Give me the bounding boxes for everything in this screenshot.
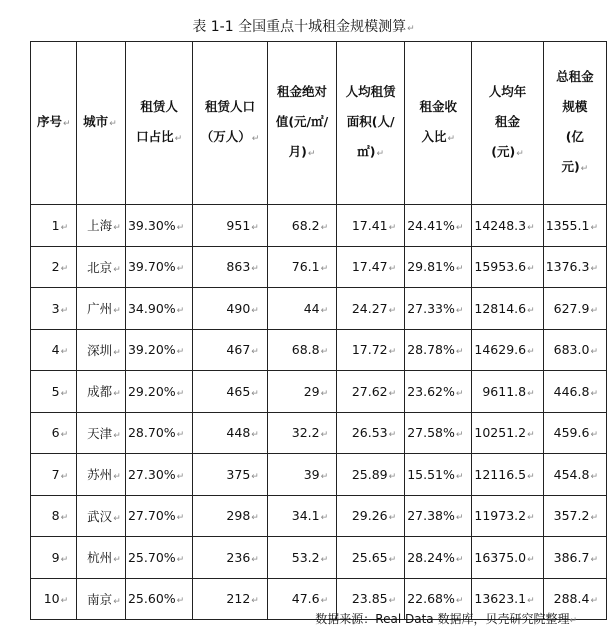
paragraph-mark-icon: ↵ xyxy=(527,554,535,565)
paragraph-mark-icon: ↵ xyxy=(113,596,121,607)
cell-value: 23.85 xyxy=(351,591,388,607)
cell-value: 10251.2 xyxy=(474,425,527,441)
cell-annual-rent-per-capita xyxy=(472,246,543,288)
paragraph-mark-icon: ↵ xyxy=(251,554,259,565)
cell-value: 465 xyxy=(226,383,251,399)
cell-value: 11973.2 xyxy=(474,508,527,524)
cell-value: 76.1 xyxy=(291,259,320,275)
header-cell-rent-value: 租金绝对 值(元/㎡/ 月)↵ xyxy=(267,42,336,205)
cell-value: 683.0 xyxy=(553,342,590,358)
cell-value: 357.2 xyxy=(553,508,590,524)
cell-rent-value xyxy=(267,288,336,330)
cell-value: 12814.6 xyxy=(474,300,527,316)
cell-value: 53.2 xyxy=(291,549,320,565)
cell-total-rent-scale xyxy=(543,205,606,247)
cell-value: 13623.1 xyxy=(474,591,527,607)
cell-value: 212 xyxy=(226,591,251,607)
paragraph-mark-icon: ↵ xyxy=(251,513,259,524)
paragraph-mark-icon: ↵ xyxy=(113,513,121,524)
paragraph-mark-icon: ↵ xyxy=(455,264,464,275)
cell-annual-rent-per-capita xyxy=(472,412,543,454)
paragraph-mark-icon: ↵ xyxy=(590,264,598,275)
cell-renter-ratio xyxy=(125,578,192,620)
cell-renter-population xyxy=(193,578,268,620)
cell-value: 28.70% xyxy=(127,425,176,441)
cell-city xyxy=(77,288,126,330)
paragraph-mark-icon: ↵ xyxy=(320,222,329,233)
table-row xyxy=(31,454,607,496)
paragraph-mark-icon: ↵ xyxy=(527,305,535,316)
cell-renter-population xyxy=(193,288,268,330)
cell-annual-rent-per-capita xyxy=(472,329,543,371)
cell-value: 34.1 xyxy=(291,508,320,524)
paragraph-mark-icon: ↵ xyxy=(455,430,464,441)
paragraph-mark-icon: ↵ xyxy=(113,306,121,317)
cell-city xyxy=(77,246,126,288)
cell-renter-population xyxy=(193,329,268,371)
cell-rent-value xyxy=(267,246,336,288)
cell-rent-income-ratio xyxy=(405,246,472,288)
cell-city xyxy=(77,454,126,496)
paragraph-mark-icon: ↵ xyxy=(60,305,69,316)
cell-index xyxy=(31,537,77,579)
cell-rent-income-ratio xyxy=(405,329,472,371)
paragraph-mark-icon: ↵ xyxy=(113,389,121,400)
cell-value: 27.62 xyxy=(351,383,388,399)
paragraph-mark-icon: ↵ xyxy=(590,554,598,565)
cell-value: 1 xyxy=(51,217,60,233)
cell-value: 27.58% xyxy=(407,425,455,441)
cell-rent-income-ratio xyxy=(405,205,472,247)
cell-index xyxy=(31,578,77,620)
cell-value: 2 xyxy=(51,259,60,275)
cell-value: 14248.3 xyxy=(474,217,527,233)
paragraph-mark-icon: ↵ xyxy=(320,471,329,482)
paragraph-mark-icon: ↵ xyxy=(113,472,121,483)
cell-value: 39.30% xyxy=(127,217,176,233)
paragraph-mark-icon: ↵ xyxy=(320,430,329,441)
cell-annual-rent-per-capita xyxy=(472,371,543,413)
cell-value: 27.38% xyxy=(407,508,455,524)
cell-renter-ratio xyxy=(125,537,192,579)
cell-renter-ratio xyxy=(125,454,192,496)
header-cell-city: 城市↵ xyxy=(77,42,126,205)
cell-value: 武汉 xyxy=(87,508,113,524)
cell-value: 386.7 xyxy=(553,549,590,565)
paragraph-mark-icon: ↵ xyxy=(590,513,598,524)
cell-value: 298 xyxy=(226,508,251,524)
paragraph-mark-icon: ↵ xyxy=(320,513,329,524)
paragraph-mark-icon: ↵ xyxy=(60,264,69,275)
cell-value: 17.41 xyxy=(351,217,388,233)
cell-value: 27.70% xyxy=(127,508,176,524)
cell-area-per-capita xyxy=(337,537,405,579)
cell-rent-value xyxy=(267,495,336,537)
paragraph-mark-icon: ↵ xyxy=(113,264,121,275)
paragraph-mark-icon: ↵ xyxy=(251,388,259,399)
cell-annual-rent-per-capita xyxy=(472,454,543,496)
paragraph-mark-icon: ↵ xyxy=(320,264,329,275)
cell-value: 68.2 xyxy=(291,217,320,233)
paragraph-mark-icon: ↵ xyxy=(60,554,69,565)
cell-value: 北京 xyxy=(87,259,113,275)
cell-value: 4 xyxy=(51,342,60,358)
table-title xyxy=(0,16,607,36)
cell-value: 28.78% xyxy=(407,342,455,358)
paragraph-mark-icon: ↵ xyxy=(113,555,121,566)
cell-index xyxy=(31,205,77,247)
cell-city xyxy=(77,371,126,413)
cell-value: 3 xyxy=(51,300,60,316)
cell-index xyxy=(31,329,77,371)
paragraph-mark-icon: ↵ xyxy=(60,513,69,524)
cell-value: 1376.3 xyxy=(545,259,590,275)
cell-value: 375 xyxy=(226,466,251,482)
cell-renter-ratio xyxy=(125,371,192,413)
table-row xyxy=(31,412,607,454)
paragraph-mark-icon: ↵ xyxy=(176,388,185,399)
cell-total-rent-scale xyxy=(543,371,606,413)
header-cell-total-rent-scale: 总租金 规模 (亿 元)↵ xyxy=(543,42,606,205)
cell-value: 广州 xyxy=(87,301,113,317)
paragraph-mark-icon: ↵ xyxy=(320,305,329,316)
cell-value: 47.6 xyxy=(291,591,320,607)
cell-annual-rent-per-capita xyxy=(472,537,543,579)
header-cell-annual-rent-per-capita: 人均年 租金 (元)↵ xyxy=(472,42,543,205)
paragraph-mark-icon: ↵ xyxy=(388,471,397,482)
cell-value: 467 xyxy=(226,342,251,358)
cell-area-per-capita xyxy=(337,371,405,413)
cell-value: 29 xyxy=(303,383,320,399)
cell-renter-ratio xyxy=(125,246,192,288)
cell-renter-ratio xyxy=(125,495,192,537)
cell-value: 16375.0 xyxy=(474,549,527,565)
table-row xyxy=(31,371,607,413)
cell-renter-population xyxy=(193,205,268,247)
cell-area-per-capita xyxy=(337,495,405,537)
cell-value: 南京 xyxy=(87,591,113,607)
cell-total-rent-scale xyxy=(543,412,606,454)
cell-rent-income-ratio xyxy=(405,412,472,454)
paragraph-mark-icon: ↵ xyxy=(527,596,535,607)
cell-index xyxy=(31,454,77,496)
cell-city xyxy=(77,495,126,537)
paragraph-mark-icon: ↵ xyxy=(388,305,397,316)
paragraph-mark-icon: ↵ xyxy=(176,264,185,275)
cell-value: 627.9 xyxy=(553,300,590,316)
table-title-text: 表 1-1 全国重点十城租金规模测算 xyxy=(192,19,407,35)
cell-rent-income-ratio xyxy=(405,537,472,579)
header-cell-renter-ratio: 租赁人 口占比↵ xyxy=(125,42,192,205)
cell-value: 17.47 xyxy=(351,259,388,275)
cell-value: 17.72 xyxy=(351,342,388,358)
paragraph-mark-icon: ↵ xyxy=(113,223,121,234)
paragraph-mark-icon: ↵ xyxy=(527,347,535,358)
cell-value: 苏州 xyxy=(87,467,113,483)
cell-total-rent-scale xyxy=(543,495,606,537)
paragraph-mark-icon: ↵ xyxy=(60,430,69,441)
cell-value: 6 xyxy=(51,425,60,441)
cell-renter-ratio xyxy=(125,205,192,247)
table-body xyxy=(31,205,607,620)
cell-value: 24.27 xyxy=(351,300,388,316)
cell-city xyxy=(77,329,126,371)
cell-renter-ratio xyxy=(125,412,192,454)
cell-value: 26.53 xyxy=(351,425,388,441)
cell-total-rent-scale xyxy=(543,537,606,579)
cell-value: 1355.1 xyxy=(545,217,590,233)
paragraph-mark-icon: ↵ xyxy=(388,554,397,565)
paragraph-mark-icon: ↵ xyxy=(455,471,464,482)
cell-renter-ratio xyxy=(125,329,192,371)
cell-city xyxy=(77,205,126,247)
cell-value: 成都 xyxy=(87,384,113,400)
cell-value: 25.65 xyxy=(351,549,388,565)
paragraph-mark-icon: ↵ xyxy=(590,347,598,358)
paragraph-mark-icon: ↵ xyxy=(113,430,121,441)
paragraph-mark-icon: ↵ xyxy=(388,430,397,441)
paragraph-mark-icon: ↵ xyxy=(60,388,69,399)
paragraph-mark-icon: ↵ xyxy=(527,222,535,233)
cell-total-rent-scale xyxy=(543,454,606,496)
paragraph-mark-icon: ↵ xyxy=(569,616,577,626)
paragraph-mark-icon: ↵ xyxy=(455,513,464,524)
cell-renter-population xyxy=(193,454,268,496)
cell-value: 34.90% xyxy=(127,300,176,316)
cell-renter-population xyxy=(193,537,268,579)
paragraph-mark-icon: ↵ xyxy=(388,347,397,358)
cell-city xyxy=(77,412,126,454)
paragraph-mark-icon: ↵ xyxy=(60,596,69,607)
cell-value: 15953.6 xyxy=(474,259,527,275)
cell-value: 68.8 xyxy=(291,342,320,358)
paragraph-mark-icon: ↵ xyxy=(251,430,259,441)
paragraph-mark-icon: ↵ xyxy=(320,388,329,399)
cell-rent-income-ratio xyxy=(405,454,472,496)
cell-value: 951 xyxy=(226,217,251,233)
cell-value: 深圳 xyxy=(87,342,113,358)
cell-rent-value xyxy=(267,454,336,496)
paragraph-mark-icon: ↵ xyxy=(388,222,397,233)
cell-value: 39.20% xyxy=(127,342,176,358)
cell-total-rent-scale xyxy=(543,288,606,330)
cell-rent-value xyxy=(267,537,336,579)
cell-rent-income-ratio xyxy=(405,288,472,330)
table-row xyxy=(31,329,607,371)
paragraph-mark-icon: ↵ xyxy=(176,222,185,233)
paragraph-mark-icon: ↵ xyxy=(320,347,329,358)
cell-value: 7 xyxy=(51,466,60,482)
header-cell-index: 序号↵ xyxy=(31,42,77,205)
rent-scale-table xyxy=(30,41,607,620)
paragraph-mark-icon: ↵ xyxy=(527,513,535,524)
paragraph-mark-icon: ↵ xyxy=(320,596,329,607)
paragraph-mark-icon: ↵ xyxy=(590,388,598,399)
cell-index xyxy=(31,371,77,413)
paragraph-mark-icon: ↵ xyxy=(251,264,259,275)
cell-value: 490 xyxy=(226,300,251,316)
paragraph-mark-icon: ↵ xyxy=(388,513,397,524)
cell-annual-rent-per-capita xyxy=(472,288,543,330)
cell-index xyxy=(31,412,77,454)
cell-value: 27.30% xyxy=(127,466,176,482)
paragraph-mark-icon: ↵ xyxy=(590,222,598,233)
paragraph-mark-icon: ↵ xyxy=(527,388,535,399)
cell-total-rent-scale xyxy=(543,329,606,371)
table-row xyxy=(31,205,607,247)
cell-value: 29.26 xyxy=(351,508,388,524)
paragraph-mark-icon: ↵ xyxy=(590,430,598,441)
cell-area-per-capita xyxy=(337,246,405,288)
cell-city xyxy=(77,578,126,620)
paragraph-mark-icon: ↵ xyxy=(388,388,397,399)
cell-index xyxy=(31,288,77,330)
cell-value: 15.51% xyxy=(407,466,455,482)
cell-annual-rent-per-capita xyxy=(472,495,543,537)
paragraph-mark-icon: ↵ xyxy=(455,388,464,399)
paragraph-mark-icon: ↵ xyxy=(60,222,69,233)
paragraph-mark-icon: ↵ xyxy=(527,471,535,482)
cell-rent-value xyxy=(267,412,336,454)
cell-value: 27.33% xyxy=(407,300,455,316)
cell-total-rent-scale xyxy=(543,246,606,288)
cell-area-per-capita xyxy=(337,454,405,496)
cell-value: 9 xyxy=(51,549,60,565)
cell-value: 236 xyxy=(226,549,251,565)
table-row xyxy=(31,246,607,288)
table-header-row xyxy=(31,42,607,205)
cell-value: 24.41% xyxy=(407,217,455,233)
cell-value: 23.62% xyxy=(407,383,455,399)
cell-value: 39 xyxy=(303,466,320,482)
paragraph-mark-icon: ↵ xyxy=(388,264,397,275)
paragraph-mark-icon: ↵ xyxy=(590,305,598,316)
cell-value: 863 xyxy=(226,259,251,275)
cell-value: 29.81% xyxy=(407,259,455,275)
paragraph-mark-icon: ↵ xyxy=(60,347,69,358)
paragraph-mark-icon: ↵ xyxy=(251,471,259,482)
cell-value: 8 xyxy=(51,508,60,524)
cell-annual-rent-per-capita xyxy=(472,205,543,247)
cell-value: 44 xyxy=(303,300,320,316)
paragraph-mark-icon: ↵ xyxy=(176,596,185,607)
paragraph-mark-icon: ↵ xyxy=(176,513,185,524)
cell-rent-income-ratio xyxy=(405,371,472,413)
cell-value: 杭州 xyxy=(87,550,113,566)
paragraph-mark-icon: ↵ xyxy=(251,347,259,358)
paragraph-mark-icon: ↵ xyxy=(590,471,598,482)
cell-value: 288.4 xyxy=(553,591,590,607)
cell-value: 25.70% xyxy=(127,549,176,565)
header-cell-area-per-capita: 人均租赁 面积(人/ ㎡)↵ xyxy=(337,42,405,205)
paragraph-mark-icon: ↵ xyxy=(455,596,464,607)
cell-value: 上海 xyxy=(87,218,113,234)
cell-rent-value xyxy=(267,205,336,247)
cell-value: 39.70% xyxy=(127,259,176,275)
cell-value: 5 xyxy=(51,383,60,399)
paragraph-mark-icon: ↵ xyxy=(176,554,185,565)
data-source-text: 数据来源：Real Data 数据库，贝壳研究院整理 xyxy=(315,612,570,626)
paragraph-mark-icon: ↵ xyxy=(176,347,185,358)
cell-city xyxy=(77,537,126,579)
paragraph-mark-icon: ↵ xyxy=(251,596,259,607)
table-row xyxy=(31,288,607,330)
cell-value: 459.6 xyxy=(553,425,590,441)
cell-value: 22.68% xyxy=(407,591,455,607)
paragraph-mark-icon: ↵ xyxy=(60,471,69,482)
cell-renter-population xyxy=(193,371,268,413)
cell-value: 32.2 xyxy=(291,425,320,441)
cell-rent-value xyxy=(267,371,336,413)
cell-area-per-capita xyxy=(337,329,405,371)
cell-renter-population xyxy=(193,495,268,537)
paragraph-mark-icon: ↵ xyxy=(251,305,259,316)
cell-area-per-capita xyxy=(337,205,405,247)
cell-value: 29.20% xyxy=(127,383,176,399)
cell-value: 446.8 xyxy=(553,383,590,399)
cell-value: 12116.5 xyxy=(474,466,527,482)
cell-value: 9611.8 xyxy=(482,383,527,399)
paragraph-mark-icon: ↵ xyxy=(527,264,535,275)
cell-value: 28.24% xyxy=(407,549,455,565)
table-row xyxy=(31,537,607,579)
cell-area-per-capita xyxy=(337,412,405,454)
paragraph-mark-icon: ↵ xyxy=(251,222,259,233)
table-row xyxy=(31,495,607,537)
cell-renter-ratio xyxy=(125,288,192,330)
cell-rent-income-ratio xyxy=(405,495,472,537)
cell-value: 454.8 xyxy=(553,466,590,482)
paragraph-mark-icon: ↵ xyxy=(113,347,121,358)
paragraph-mark-icon: ↵ xyxy=(590,596,598,607)
cell-area-per-capita xyxy=(337,288,405,330)
header-cell-rent-income-ratio: 租金收 入比↵ xyxy=(405,42,472,205)
paragraph-mark-icon: ↵ xyxy=(455,305,464,316)
cell-index xyxy=(31,495,77,537)
cell-value: 448 xyxy=(226,425,251,441)
paragraph-mark-icon: ↵ xyxy=(320,554,329,565)
paragraph-mark-icon: ↵ xyxy=(176,305,185,316)
paragraph-mark-icon: ↵ xyxy=(176,471,185,482)
cell-value: 25.60% xyxy=(127,591,176,607)
header-cell-renter-population: 租赁人口 （万人）↵ xyxy=(193,42,268,205)
cell-value: 10 xyxy=(43,591,60,607)
cell-renter-population xyxy=(193,246,268,288)
paragraph-mark-icon: ↵ xyxy=(455,347,464,358)
paragraph-mark-icon: ↵ xyxy=(407,24,415,34)
data-source-note xyxy=(315,610,577,627)
paragraph-mark-icon: ↵ xyxy=(388,596,397,607)
cell-index xyxy=(31,246,77,288)
cell-value: 天津 xyxy=(87,425,113,441)
paragraph-mark-icon: ↵ xyxy=(527,430,535,441)
cell-rent-value xyxy=(267,329,336,371)
paragraph-mark-icon: ↵ xyxy=(176,430,185,441)
paragraph-mark-icon: ↵ xyxy=(455,554,464,565)
paragraph-mark-icon: ↵ xyxy=(455,222,464,233)
cell-value: 14629.6 xyxy=(474,342,527,358)
cell-value: 25.89 xyxy=(351,466,388,482)
cell-renter-population xyxy=(193,412,268,454)
